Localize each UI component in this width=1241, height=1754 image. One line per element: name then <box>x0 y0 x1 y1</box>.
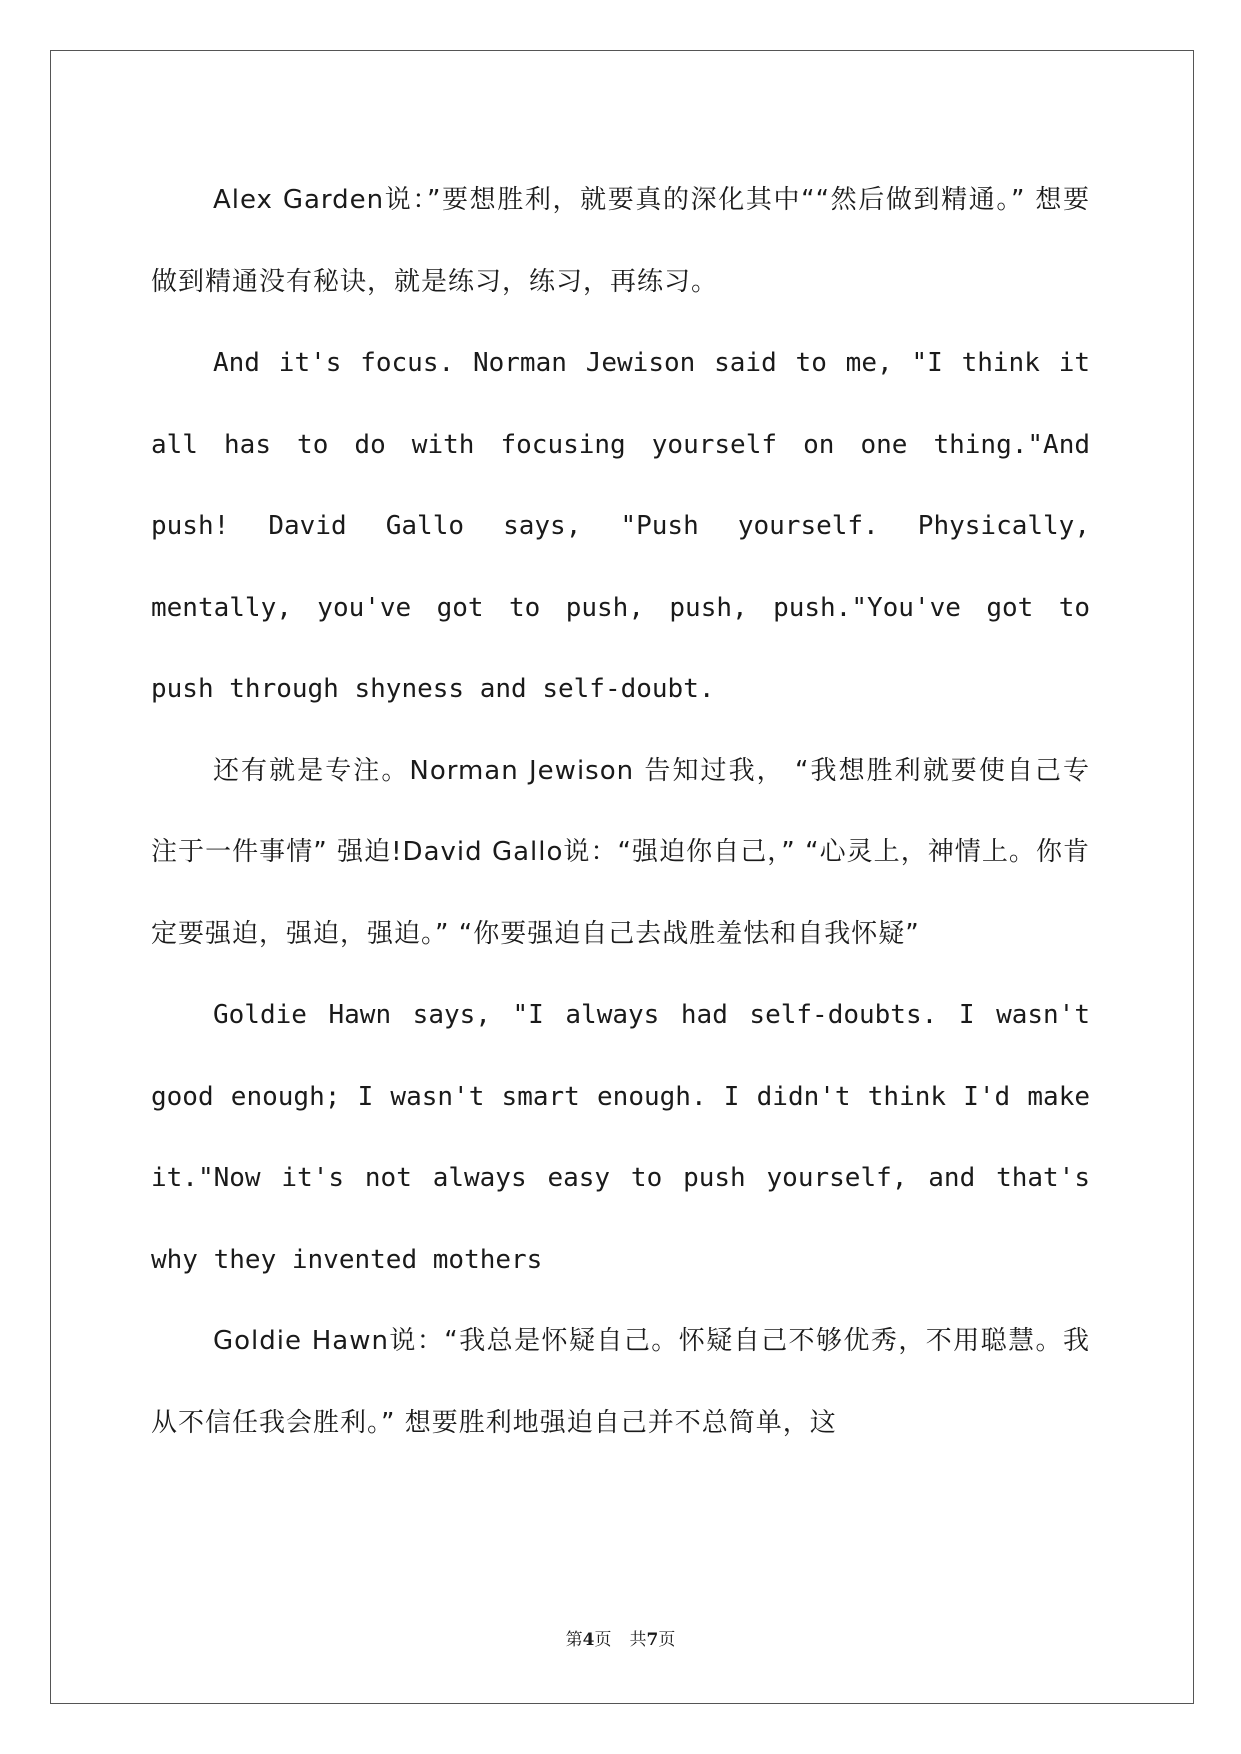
page-footer <box>0 1625 1241 1650</box>
page-prefix: 第 <box>565 1630 583 1650</box>
paragraph-1: Alex Garden说：”要想胜利，就要真的深化其中““然后做到精通。” 想要做到精通没有秘诀，就是练习，练习，再练习。 <box>151 185 1090 297</box>
paragraph-2: And it's focus. Norman Jewison said to me, "I think it all has to do with focusing yourself on one thing."And push! David Gallo says, "Push yourself. Physically, mentally, you've got to push, push, push."You've got to push through shyness and self-doubt. <box>151 348 1090 704</box>
paragraph-3: 还有就是专注。Norman Jewison 告知过我， “我想胜利就要使自己专注于一件事情” 强迫!David Gallo说：“强迫你自己，” “心灵上，神情上。你肯定要强迫，强迫，强迫。” “你要强迫自己去战胜羞怯和自我怀疑” <box>151 755 1090 949</box>
document-body <box>151 160 1090 1464</box>
total-prefix: 共 <box>629 1630 647 1650</box>
paragraph-5: Goldie Hawn说：“我总是怀疑自己。怀疑自己不够优秀，不用聪慧。我从不信任我会胜利。” 想要胜利地强迫自己并不总简单，这 <box>151 1326 1090 1438</box>
total-pages: 7 <box>646 1630 659 1650</box>
page-suffix: 页 <box>594 1630 612 1650</box>
page-number: 4 <box>582 1630 595 1650</box>
paragraph-4: Goldie Hawn says, "I always had self-doubts. I wasn't good enough; I wasn't smart enough. I didn't think I'd make it."Now it's not always easy to push yourself, and that's why they invented mothers <box>151 1000 1090 1275</box>
total-suffix: 页 <box>658 1630 676 1650</box>
